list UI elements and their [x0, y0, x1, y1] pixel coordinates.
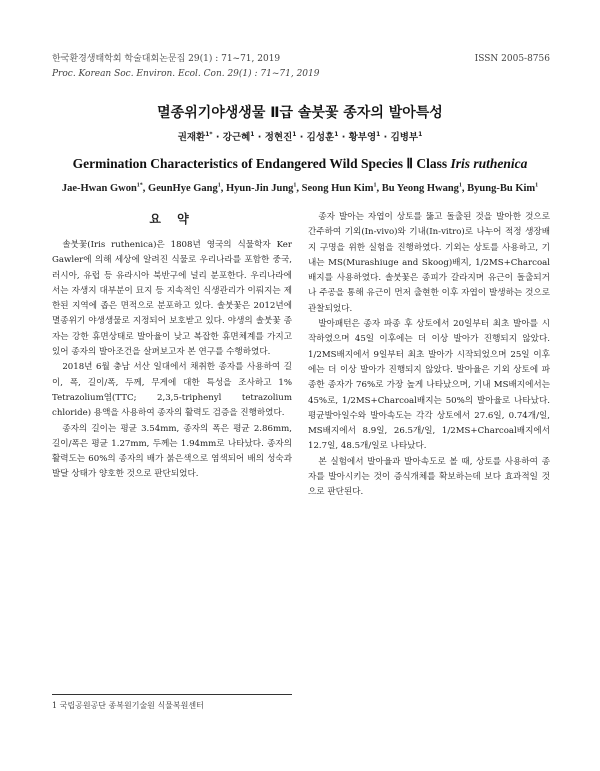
abstract-paragraph: 발아패턴은 종자 파종 후 상토에서 20일부터 최초 발아를 시작하였으며 45일 이후에는 더 이상 발아가 진행되지 않았다. 1/2MS배지에서 9일부터 최초 발아가 시작되었으며 25일 이후에는 더 이상 발아가 진행되지 않았다. 발아율은 기외 상토에 파종한 종자가 76%로 가장 높게 나타났으며, 기내 MS배지에서는 45%로, 1/2MS+Charcoal배지는 50%의 발아율로 나타났다. 평균발아일수와 발아속도는 각각 상토에서 27.6일, 0.74개/일, MS배지에서 8.9일, 26.5개/일, 1/2MS+Charcoal배지에서 12.7일, 48.5개/일로 나타났다. [308, 319, 550, 452]
author-affiliation-mark: 1 [217, 182, 221, 189]
author-separator: , [142, 183, 149, 194]
abstract-right-column [308, 210, 550, 501]
author-affiliation-mark: 1 [292, 130, 297, 138]
author-name: Bu Yeong Hwang [381, 183, 459, 194]
authors-english [0, 183, 600, 194]
author-name: Seong Hun Kim [301, 183, 374, 194]
author-separator: , [220, 183, 227, 194]
issn: ISSN 2005-8756 [474, 54, 550, 64]
abstract-paragraph: 본 실험에서 발아율과 발아속도로 볼 때, 상토를 사용하여 종자를 발아시키는 것이 증식개체를 확보하는데 보다 효과적일 것으로 판단된다. [308, 456, 550, 498]
author-name: Byung-Bu Kim [467, 183, 536, 194]
author-name: Hyun-Jin Jung [226, 183, 294, 194]
author-separator: , [296, 183, 302, 194]
author-name: 황부영 [348, 132, 377, 143]
author-affiliation-mark: 1 [334, 130, 339, 138]
abstract-left-column [52, 238, 292, 483]
title-english-main: Germination Characteristics of Endangered Wild Species Ⅱ Class [72, 156, 448, 171]
journal-header [52, 52, 550, 82]
abstract-heading: 요 약 [149, 212, 195, 226]
author-affiliation-mark: 1* [205, 130, 213, 138]
title-english-species: Iris ruthenica [450, 156, 528, 171]
author-affiliation-mark: 1 [458, 182, 462, 189]
authors-korean [0, 129, 600, 143]
footnote-divider [52, 694, 292, 695]
author-separator: · [254, 132, 265, 143]
abstract-paragraph: 종자의 길이는 평균 3.54mm, 종자의 폭은 평균 2.86mm, 길이/폭은 평균 1.27mm, 두께는 1.94mm로 나타났다. 종자의 활력도는 60%의 종자의 배가 붉은색으로 염색되어 배의 성숙과 발달 상태가 양호한 것으로 판단되었다. [52, 423, 292, 480]
author-affiliation-mark: 1* [136, 182, 143, 189]
author-name: 정현진 [264, 132, 293, 143]
author-affiliation-mark: 1 [418, 130, 423, 138]
author-affiliation-mark: 1 [376, 130, 381, 138]
author-separator: , [461, 183, 468, 194]
footnote-affiliation: 1 국립공원공단 종복원기술원 식물복원센터 [52, 701, 204, 710]
author-separator: · [380, 132, 391, 143]
abstract-paragraph: 솔붓꽃(Iris ruthenica)은 1808년 영국의 식물학자 Ker Gawler에 의해 세상에 알려진 식물로 우리나라를 포함한 중국, 러시아, 유럽 등 유라시아 북반구에 널리 분포한다. 우리나라에서는 자생지 대부분이 묘지 등 지속적인 식생관리가 이뤄지는 제한된 지역에 좁은 면적으로 분포하고 있다. 솔붓꽃은 2012년에 멸종위기 야생생물로 지정되어 보호받고 있다. 야생의 솔붓꽃 종자는 강한 휴면상태로 발아율이 낮고 복잡한 휴면체계를 가지고 있어 종자의 발아조건을 살펴보고자 본 연구를 수행하였다. [52, 240, 292, 358]
author-name: 김성훈 [306, 132, 335, 143]
title-english [0, 156, 600, 172]
author-name: Jae-Hwan Gwon [61, 183, 137, 194]
author-affiliation-mark: 1 [535, 182, 539, 189]
author-name: 강근혜 [222, 132, 251, 143]
author-name: 권재환 [177, 132, 206, 143]
author-affiliation-mark: 1 [250, 130, 255, 138]
author-name: 김병부 [390, 132, 419, 143]
author-affiliation-mark: 1 [293, 182, 297, 189]
title-korean: 멸종위기야생생물 Ⅱ급 솔붓꽃 종자의 발아특성 [157, 105, 443, 121]
author-separator: · [338, 132, 349, 143]
author-affiliation-mark: 1 [373, 182, 377, 189]
journal-citation-en: Proc. Korean Soc. Environ. Ecol. Con. 29(1) : 71~71, 2019 [52, 69, 320, 79]
author-separator: · [212, 132, 223, 143]
journal-citation-ko: 한국환경생태학회 학술대회논문집 29(1) : 71~71, 2019 [52, 54, 281, 64]
abstract-paragraph: 종자 발아는 자엽이 상토를 뚫고 돌출된 것을 발아한 것으로 간주하여 기외(In-vivo)와 기내(In-vitro)로 나누어 적정 생장배지 구명을 위한 실험을 진행하였다. 기외는 상토를 사용하고, 기내는 MS(Murashiuge and Skoog)배지, 1/2MS+Charcoal 배지를 사용하였다. 솔붓꽃은 종피가 갈라지며 유근이 돌출되거나 주공을 통해 유근이 먼저 출현한 이후 자엽이 발생하는 것으로 관찰되었다. [308, 212, 550, 314]
author-name: GeunHye Gang [148, 183, 218, 194]
abstract-paragraph: 2018년 6월 충남 서산 일대에서 채취한 종자를 사용하여 길이, 폭, 길이/폭, 두께, 무게에 대한 특성을 조사하고 1% Tetrazolium염(TTC; 2,3,5-triphenyl tetrazolium chloride) 용액을 사용하여 종자의 활력도 검증을 진행하였다. [52, 362, 292, 419]
author-separator: · [296, 132, 307, 143]
author-separator: , [376, 183, 382, 194]
